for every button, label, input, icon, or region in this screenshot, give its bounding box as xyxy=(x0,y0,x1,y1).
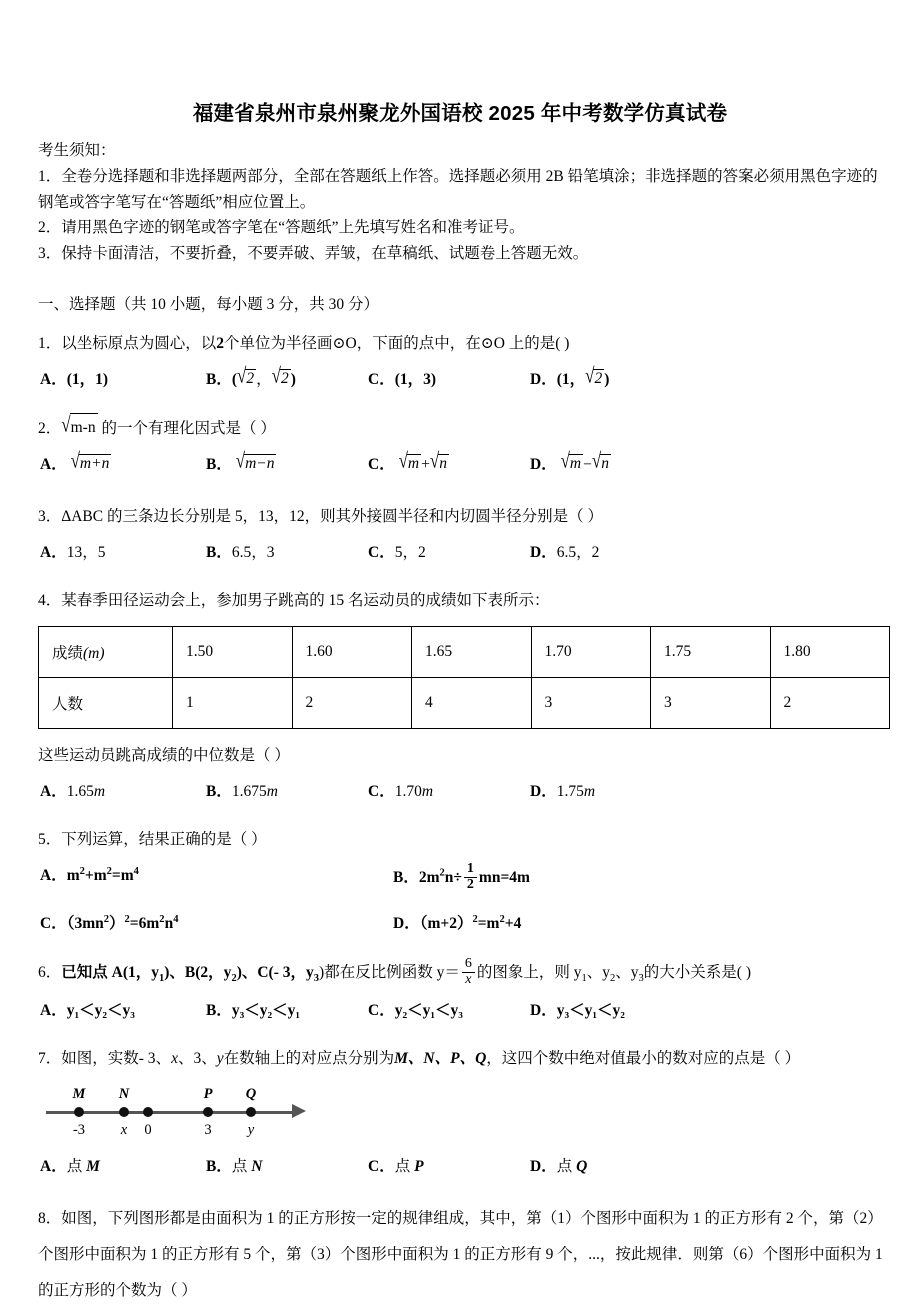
score-cell: 1.80 xyxy=(770,627,890,678)
q2-text: 的一个有理化因式是（ ） xyxy=(101,420,276,437)
q1-text-b: 2 xyxy=(216,335,225,352)
notice-line-2: 2．请用黑色字迹的钢笔或答字笔在“答题纸”上先填写姓名和准考证号。 xyxy=(38,219,525,236)
q7-option-d[interactable]: D．点 Q xyxy=(530,1158,588,1176)
fraction: $\frac{1}{2}$ xyxy=(464,862,477,892)
number-line-arrow-icon xyxy=(292,1104,306,1118)
number-line-label-p: P xyxy=(203,1086,213,1103)
q4-option-a[interactable]: A．1.65m xyxy=(40,783,106,800)
count-cell: 2 xyxy=(770,678,890,729)
q5-option-b[interactable]: B．$2m^2n\div$ $\frac{1}{2}$ mn=4m xyxy=(393,861,530,892)
question-3-options xyxy=(38,540,890,574)
q3-option-c[interactable]: C．5，2 xyxy=(368,544,426,561)
page-title: 福建省泉州市泉州聚龙外国语校 2025 年中考数学仿真试卷 xyxy=(192,102,728,125)
q1-option-d[interactable]: D．(1，√2 ) xyxy=(530,363,610,388)
radical: √m-n xyxy=(61,414,97,442)
q6-option-d[interactable]: D．y₃＜y₁＜y₂ xyxy=(530,1002,625,1020)
section-heading-choice: 一、选择题（共 10 小题，每小题 3 分，共 30 分） xyxy=(38,296,380,313)
question-7: 7．如图，实数- 3、x、3、y在数轴上的对应点分别为M、N、P、Q，这四个数中绝对值最小的数对应的点是（ ） xyxy=(38,1050,801,1068)
count-cell: 4 xyxy=(412,678,532,729)
radical: √m−n xyxy=(235,448,275,473)
number-line-value-y: y xyxy=(247,1122,255,1139)
question-6: 6．已知点 A(1，$y_1$)、B(2，$y_2$)、C(- 3，$y_3$)都在反比例函数 y＝ $\frac{6}{x}$ 的图象上，则 $y_1$、$y_2$、$y_3$的大小关系是( ) xyxy=(38,956,751,987)
page-content xyxy=(38,138,890,1309)
score-frequency-table xyxy=(38,626,890,729)
q7-number: 7． xyxy=(38,1050,62,1068)
question-5-options-row1 xyxy=(38,863,890,901)
fraction: $\frac{6}{x}$ xyxy=(462,957,475,987)
number-line-value-x: x xyxy=(120,1122,128,1139)
score-cell: 1.50 xyxy=(173,627,293,678)
q1-text-c: 个单位为半径画⊙O，下面的点中，在⊙O 上的是( ) xyxy=(224,335,570,352)
score-cell: 1.65 xyxy=(412,627,532,678)
question-5 xyxy=(38,826,890,853)
q3-option-d[interactable]: D．6.5，2 xyxy=(530,544,600,561)
q1-number: 1． xyxy=(38,335,62,352)
q4-option-c[interactable]: C．1.70m xyxy=(368,783,434,800)
question-4 xyxy=(38,587,890,614)
q2-option-a[interactable]: A． √m+n xyxy=(40,448,110,473)
q4-number: 4． xyxy=(38,592,62,609)
q6-option-c[interactable]: C．y₂＜y₁＜y₃ xyxy=(368,1002,463,1020)
table-row-scores xyxy=(39,627,890,678)
score-cell: 1.70 xyxy=(531,627,651,678)
q4-option-b[interactable]: B．1.675m xyxy=(206,783,278,800)
q1-option-b[interactable]: B．(√2 ，√2 ) xyxy=(206,363,296,388)
notice-heading: 考生须知： xyxy=(38,142,116,159)
q3-text: ΔABC 的三条边长分别是 5，13，12，则其外接圆半径和内切圆半径分别是（ ） xyxy=(61,508,603,525)
number-line-point-m xyxy=(74,1107,84,1117)
number-line-value-neg3: -3 xyxy=(72,1122,86,1139)
number-line-value-zero: 0 xyxy=(144,1122,152,1139)
question-2-options xyxy=(38,448,890,490)
question-1-options xyxy=(38,363,890,401)
number-line-figure xyxy=(46,1078,346,1144)
score-cell: 1.60 xyxy=(292,627,412,678)
count-cell: 2 xyxy=(292,678,412,729)
radical: √m+n xyxy=(70,448,110,473)
q5-text: 下列运算，结果正确的是（ ） xyxy=(61,831,267,848)
q2-option-b[interactable]: B． √m−n xyxy=(206,448,275,473)
q4-text: 某春季田径运动会上，参加男子跳高的 15 名运动员的成绩如下表所示： xyxy=(61,592,550,609)
q7-option-b[interactable]: B．点 N xyxy=(206,1158,263,1176)
notice-line-1: 1．全卷分选择题和非选择题两部分，全部在答题纸上作答。选择题必须用 2B 铅笔填涂；非选择题的答案必须用黑色字迹的钢笔或答字笔写在“答题纸”相应位置上。 xyxy=(38,168,878,211)
count-cell: 3 xyxy=(531,678,651,729)
radical: √n xyxy=(591,448,609,473)
number-line-label-n: N xyxy=(118,1086,130,1103)
number-line-point-q xyxy=(246,1107,256,1117)
q5-option-c[interactable]: C．$(3mn^2)^2=6m^2n^4$ xyxy=(40,913,179,932)
question-3 xyxy=(38,503,890,530)
question-2 xyxy=(38,414,890,442)
q5-option-a[interactable]: A．$m^2+m^2=m^4$ xyxy=(40,865,139,884)
score-cell: 1.75 xyxy=(651,627,771,678)
q2-number: 2． xyxy=(38,420,62,437)
q2-option-d[interactable]: D． √m −√n xyxy=(530,448,609,473)
question-1 xyxy=(38,330,890,357)
number-line-label-q: Q xyxy=(245,1086,257,1103)
radical: √m xyxy=(398,448,420,473)
q5-number: 5． xyxy=(38,831,62,848)
q7-option-a[interactable]: A．点 M xyxy=(40,1158,100,1176)
question-6-options xyxy=(38,998,890,1032)
q3-option-a[interactable]: A．13，5 xyxy=(40,544,106,561)
table-row-counts xyxy=(39,678,890,729)
radical: √m xyxy=(560,448,582,473)
q6-option-a[interactable]: A．y₁＜y₂＜y₃ xyxy=(40,1002,135,1020)
count-cell: 1 xyxy=(173,678,293,729)
q2-option-c[interactable]: C． √m +√n xyxy=(368,448,447,473)
q3-option-b[interactable]: B．6.5，3 xyxy=(206,544,275,561)
q7-option-c[interactable]: C．点 P xyxy=(368,1158,424,1176)
radical: √2 xyxy=(585,363,603,388)
notice-line-3: 3．保持卡面清洁，不要折叠，不要弄破、弄皱，在草稿纸、试题卷上答题无效。 xyxy=(38,244,589,262)
q1-text-a: 以坐标原点为圆心，以 xyxy=(61,335,217,352)
row-header-count: 人数 xyxy=(39,678,173,729)
q6-option-b[interactable]: B．y₃＜y₂＜y₁ xyxy=(206,1002,301,1020)
q3-number: 3． xyxy=(38,508,62,525)
question-7-options xyxy=(38,1154,890,1188)
number-line-value-3: 3 xyxy=(204,1122,212,1139)
question-4-options xyxy=(38,779,890,813)
q6-number: 6． xyxy=(38,963,62,981)
q5-option-d[interactable]: D．$(m+2)^2=m^2+4$ xyxy=(393,913,522,932)
number-line-point-p xyxy=(203,1107,213,1117)
count-cell: 3 xyxy=(651,678,771,729)
question-8 xyxy=(38,1201,890,1309)
q1-option-c[interactable]: C．(1，3) xyxy=(368,371,437,388)
radical: √2 xyxy=(271,363,289,388)
radical: √n xyxy=(429,448,447,473)
q8-number: 8． xyxy=(38,1210,62,1228)
row-header-score: 成绩(m) xyxy=(39,627,173,678)
q4-option-d[interactable]: D．1.75m xyxy=(530,783,596,800)
question-5-options-row2 xyxy=(38,911,890,945)
number-line-point-origin xyxy=(143,1107,153,1117)
number-line-label-m: M xyxy=(72,1086,86,1103)
q1-option-a[interactable]: A．(1，1) xyxy=(40,371,109,388)
number-line-point-n xyxy=(119,1107,129,1117)
radical: √2 xyxy=(237,363,255,388)
question-4-subtext: 这些运动员跳高成绩的中位数是（ ） xyxy=(38,747,290,764)
q8-text: 如图，下列图形都是由面积为 1 的正方形按一定的规律组成，其中，第（1）个图形中面积为 1 的正方形有 2 个，第（2）个图形中面积为 1 的正方形有 5 个，第（3）个图形中面积为 1 的正方形有 9 个，...，按此规律．则第（6）个图形中面积为 1 的正方形的个数为（ ） xyxy=(38,1210,883,1300)
